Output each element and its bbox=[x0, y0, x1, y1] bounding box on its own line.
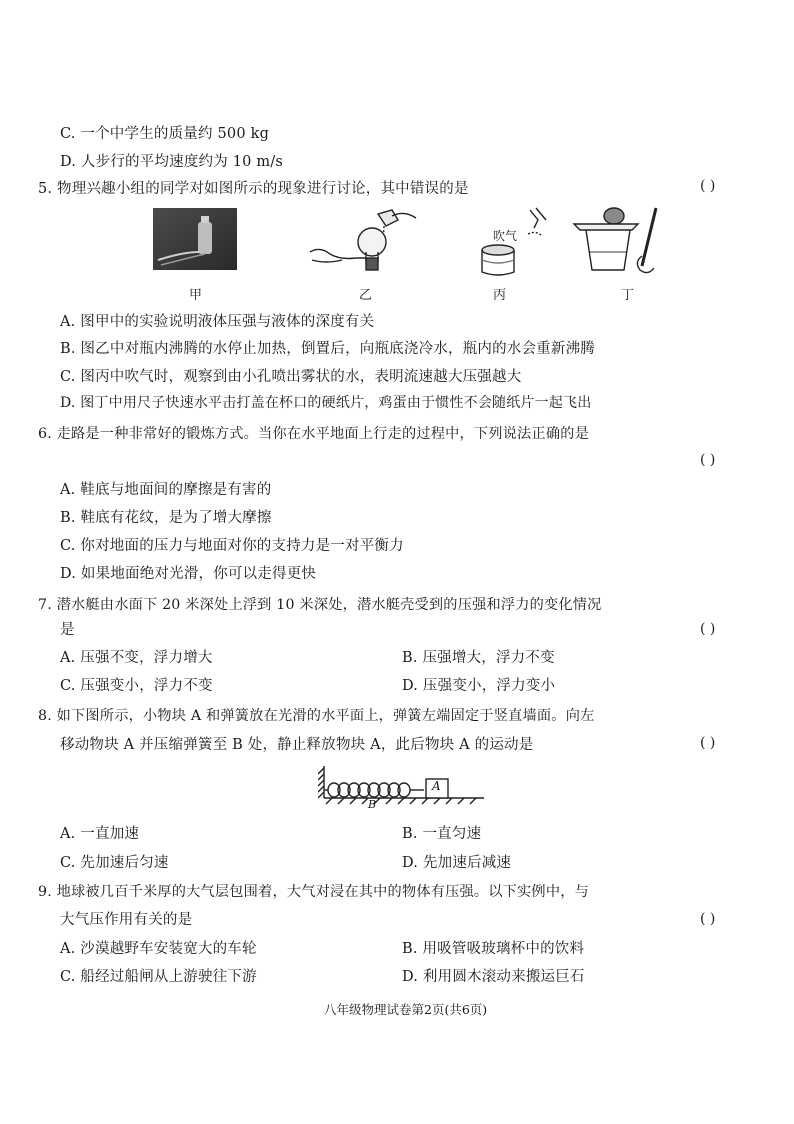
q9-option-b: B. 用吸管吸玻璃杯中的饮料 bbox=[402, 941, 585, 957]
q5-figure-bing-cup bbox=[476, 206, 556, 278]
q6-option-d: D. 如果地面绝对光滑，你可以走得更快 bbox=[60, 566, 317, 582]
q8-answer-bracket: ( ) bbox=[700, 735, 716, 751]
q8-block-label: A bbox=[432, 779, 441, 793]
q8-spring-figure bbox=[318, 760, 488, 812]
q8-option-c: C. 先加速后匀速 bbox=[60, 855, 169, 871]
q8-option-a: A. 一直加速 bbox=[60, 826, 140, 842]
q5-option-d: D. 图丁中用尺子快速水平击打盖在杯口的硬纸片，鸡蛋由于惯性不会随纸片一起飞出 bbox=[60, 395, 592, 411]
q8-stem-line2: 移动物块 A 并压缩弹簧至 B 处，静止释放物块 A，此后物块 A 的运动是 bbox=[60, 737, 534, 753]
page-footer: 八年级物理试卷第2页(共6页) bbox=[324, 1002, 488, 1017]
q5-figure-jia-photo bbox=[153, 208, 237, 270]
q6-option-b: B. 鞋底有花纹，是为了增大摩擦 bbox=[60, 510, 272, 526]
q9-option-a: A. 沙漠越野车安装宽大的车轮 bbox=[60, 941, 257, 957]
q5-figure-yi-flask bbox=[308, 208, 420, 276]
q4-option-c: C. 一个中学生的质量约 500 kg bbox=[60, 126, 270, 142]
q5-caption-jia: 甲 bbox=[189, 288, 203, 303]
q8-option-b: B. 一直匀速 bbox=[402, 826, 482, 842]
q7-option-a: A. 压强不变，浮力增大 bbox=[60, 650, 213, 666]
q6-option-c: C. 你对地面的压力与地面对你的支持力是一对平衡力 bbox=[60, 538, 404, 554]
q7-stem-line1: 7. 潜水艇由水面下 20 米深处上浮到 10 米深处，潜水艇壳受到的压强和浮力的变化情况 bbox=[38, 597, 602, 613]
q9-answer-bracket: ( ) bbox=[700, 911, 716, 927]
q5-answer-bracket: ( ) bbox=[700, 178, 716, 194]
q5-option-a: A. 图甲中的实验说明液体压强与液体的深度有关 bbox=[60, 314, 375, 330]
q9-option-c: C. 船经过船闸从上游驶往下游 bbox=[60, 969, 257, 985]
q5-stem: 5. 物理兴趣小组的同学对如图所示的现象进行讨论，其中错误的是 bbox=[38, 181, 469, 197]
q7-option-c: C. 压强变小，浮力不变 bbox=[60, 678, 213, 694]
q5-blow-label: 吹气 bbox=[493, 229, 518, 243]
q5-caption-ding: 丁 bbox=[621, 288, 635, 303]
q7-option-d: D. 压强变小，浮力变小 bbox=[402, 678, 556, 694]
q5-caption-bing: 丙 bbox=[493, 288, 507, 303]
q8-spring-drawing bbox=[318, 760, 488, 812]
q8-option-d: D. 先加速后减速 bbox=[402, 855, 512, 871]
q6-answer-bracket: ( ) bbox=[700, 452, 716, 468]
q7-option-b: B. 压强增大，浮力不变 bbox=[402, 650, 555, 666]
q5-option-b: B. 图乙中对瓶内沸腾的水停止加热，倒置后，向瓶底浇冷水，瓶内的水会重新沸腾 bbox=[60, 341, 595, 357]
q8-stem-line1: 8. 如下图所示，小物块 A 和弹簧放在光滑的水平面上，弹簧左端固定于竖直墙面。向左 bbox=[38, 708, 595, 724]
q5-figure-ding-egg bbox=[570, 204, 670, 280]
q7-stem-line2: 是 bbox=[60, 622, 75, 638]
q5-caption-yi: 乙 bbox=[359, 288, 373, 303]
q9-stem-line2: 大气压作用有关的是 bbox=[60, 912, 193, 928]
q5-option-c: C. 图丙中吹气时，观察到由小孔喷出雾状的水，表明流速越大压强越大 bbox=[60, 369, 522, 385]
q4-option-d: D. 人步行的平均速度约为 10 m/s bbox=[60, 154, 284, 170]
q8-point-b-label: B bbox=[368, 798, 377, 811]
q7-answer-bracket: ( ) bbox=[700, 621, 716, 637]
q9-option-d: D. 利用圆木滚动来搬运巨石 bbox=[402, 969, 585, 985]
q9-stem-line1: 9. 地球被几百千米厚的大气层包围着，大气对浸在其中的物体有压强。以下实例中，与 bbox=[38, 884, 589, 900]
q6-option-a: A. 鞋底与地面间的摩擦是有害的 bbox=[60, 482, 272, 498]
q6-stem: 6. 走路是一种非常好的锻炼方式。当你在水平地面上行走的过程中，下列说法正确的是 bbox=[38, 426, 589, 442]
